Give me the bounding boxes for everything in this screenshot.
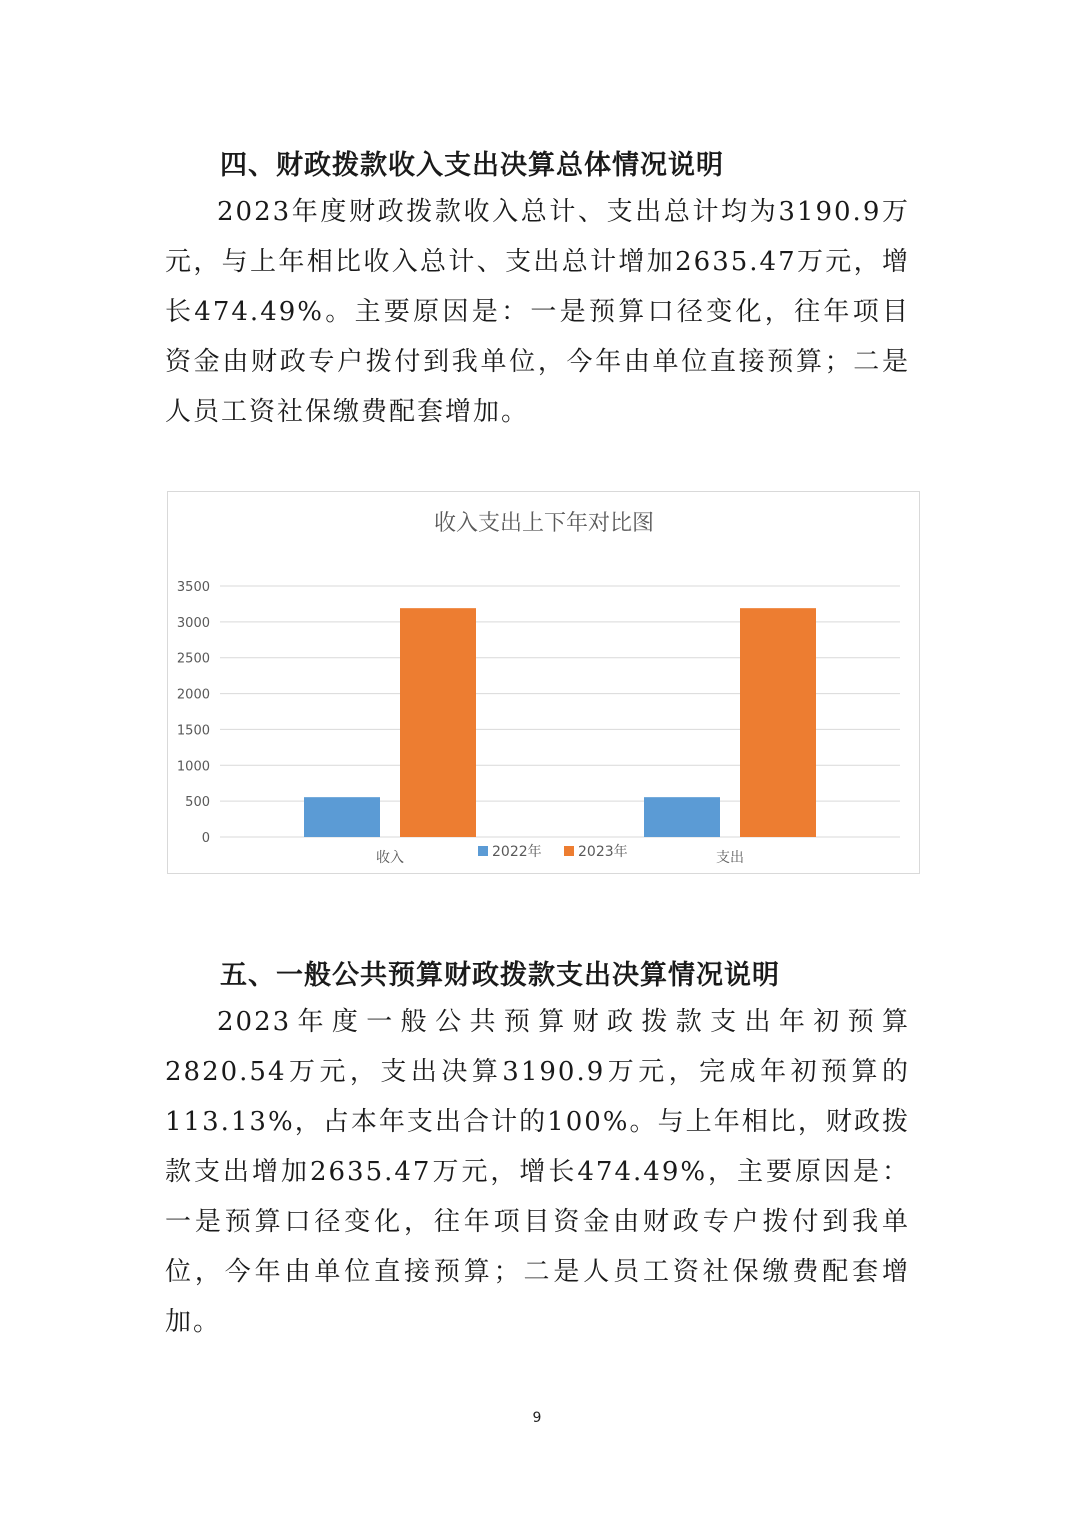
section-4-heading: 四、财政拨款收入支出决算总体情况说明 xyxy=(220,150,724,181)
legend-label: 2022年 xyxy=(492,844,542,860)
legend-swatch xyxy=(564,846,574,856)
chart-x-labels xyxy=(376,849,744,866)
y-tick-label: 500 xyxy=(185,795,210,811)
section-5-heading: 五、一般公共预算财政拨款支出决算情况说明 xyxy=(220,960,780,991)
y-tick-label: 3000 xyxy=(176,615,210,631)
page-number: 9 xyxy=(532,1410,542,1426)
bar-2023年-支出 xyxy=(740,608,816,837)
section-4-paragraph: 2023年度财政拨款收入总计、支出总计均为3190.9万元，与上年相比收入总计、支出总计增加2635.47万元，增长474.49%。主要原因是：一是预算口径变化，往年项目资金由财政专户拨付到我单位，今年由单位直接预算；二是人员工资社保缴费配套增加。 xyxy=(165,197,910,427)
chart-legend xyxy=(478,843,628,860)
x-tick-label: 支出 xyxy=(716,850,744,866)
y-tick-label: 1000 xyxy=(176,759,210,775)
chart-bars xyxy=(304,608,816,837)
section-5-paragraph: 2023年度一般公共预算财政拨款支出年初预算2820.54万元，支出决算3190.9万元，完成年初预算的113.13%，占本年支出合计的100%。与上年相比，财政拨款支出增加2635.47万元，增长474.49%，主要原因是：一是预算口径变化，往年项目资金由财政专户拨付到我单位，今年由单位直接预算；二是人员工资社保缴费配套增加。 xyxy=(165,1007,910,1337)
y-tick-label: 3500 xyxy=(176,580,210,595)
y-tick-label: 2500 xyxy=(176,651,210,667)
y-tick-label: 2000 xyxy=(176,687,210,703)
chart-y-ticks xyxy=(177,580,210,846)
y-tick-label: 0 xyxy=(201,831,210,846)
x-tick-label: 收入 xyxy=(376,850,404,866)
bar-2022年-支出 xyxy=(644,797,720,837)
y-tick-label: 1500 xyxy=(176,723,210,739)
chart-svg xyxy=(168,492,921,875)
bar-2022年-收入 xyxy=(304,797,380,837)
bar-2023年-收入 xyxy=(400,608,476,837)
legend-swatch xyxy=(478,846,488,856)
legend-label: 2023年 xyxy=(578,844,628,860)
income-expense-chart xyxy=(167,491,920,874)
chart-title: 收入支出上下年对比图 xyxy=(433,511,655,536)
